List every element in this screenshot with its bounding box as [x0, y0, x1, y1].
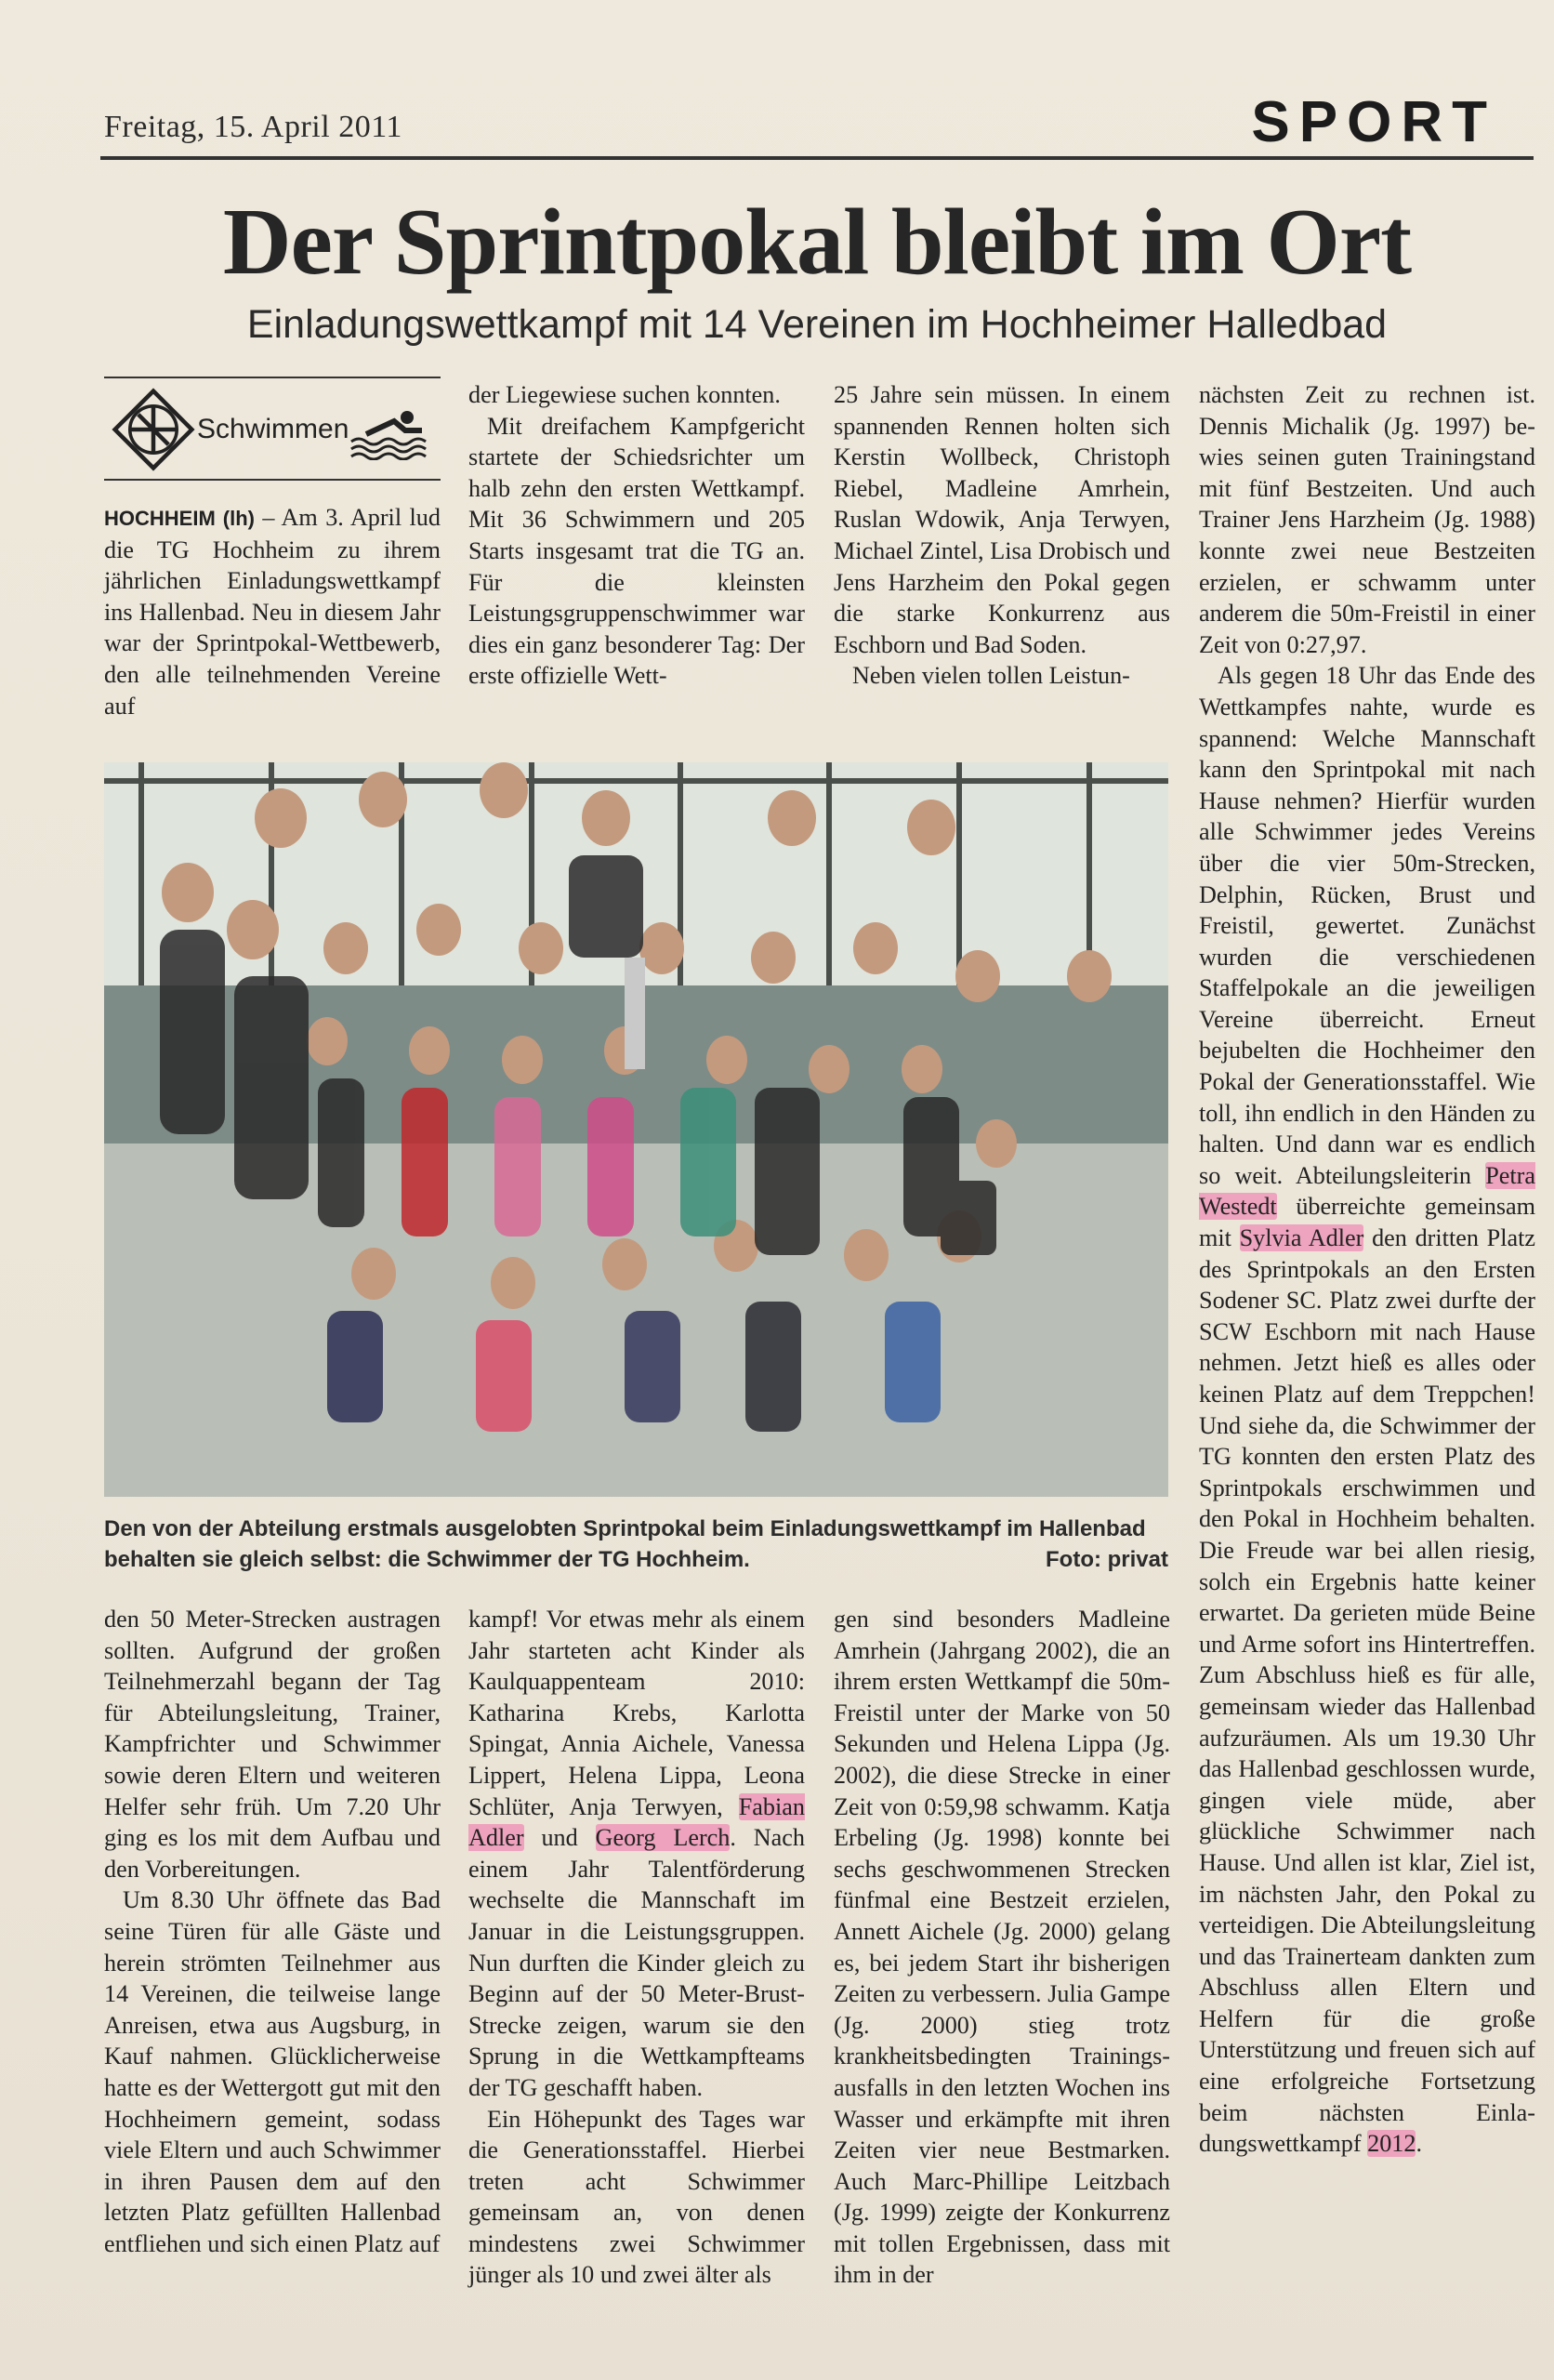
article-paragraph: den 50 Meter-Strecken austragen sollten. Aufgrund der großen Teilnehmerzahl begann der Tag für Abteilungsleitung, Trainer, Kampfrichter und Schwimmer sowie deren Eltern und weiteren Helfer sehr früh. Um 7.20 Uhr ging es los mit dem Aufbau und den Vorbereitungen.	[104, 1606, 441, 1883]
article-paragraph: gen sind besonders Madleine Amrhein (Jahrgang 2002), die an ihrem ersten Wettkampf die 50m-Freistil unter der Marke von 50 Sekunden und Helena Lippa (Jg. 2002), die diese Strecke in einer Zeit von 0:59,98 schwamm. Katja Erbeling (Jg. 1998) konnte bei sechs geschwommenen Strecken fünfmal eine Bestzeit erzielen, Annett Aichele (Jg. 2000) gelang es, bei jedem Start ihr bisherigen Zeiten zu verbessern. Julia Gampe (Jg. 2000) stieg trotz krankheitsbedingten Trainingsausfalls in den letzten Wochen ins Wasser und erkämpfte mit ihren Zeiten vier neue Bestmarken. Auch Marc-Phillipe Leitzbach (Jg. 1999) zeigte der Konkurrenz mit tollen Ergebnissen, dass mit ihm in der	[834, 1606, 1170, 2289]
subheadline: Einladungswettkampf mit 14 Vereinen im Hochheimer Halledbad	[246, 302, 1388, 347]
highlighted-name: Sylvia Adler	[1239, 1224, 1364, 1252]
highlighted-name: Petra Westedt	[1199, 1161, 1535, 1221]
rubric-box	[104, 377, 441, 481]
article-text: kampf! Vor etwas mehr als einem Jahr starteten acht Kinder als Kaulquappenteam 2010: Katharina Krebs, Karlotta Spingat, Annia Aichele, Vanessa Lippert, Helena Lippa, Leona Schlüter, Anja Terwyen,	[468, 1606, 805, 1820]
article-paragraph	[1199, 660, 1535, 2160]
rubric-label: Schwimmen	[197, 414, 349, 444]
photo-caption	[104, 1514, 1168, 1575]
article-column-4	[1199, 379, 1535, 2350]
article-column-3-bottom	[834, 1604, 1170, 2291]
article-column-2-top	[468, 379, 805, 692]
article-text: und	[523, 1824, 596, 1852]
article-text: . Nach einem Jahr Talentförderung wechselte die Mannschaft im Januar in die Leistungsgruppen. Nun durften die Kinder gleich zu Beginn auf der 50 Meter-Brust-Strecke zeigen, warum sie den Sprung in die Wettkampfteams der TG geschafft haben.	[468, 1824, 805, 2101]
team-photo	[104, 762, 1168, 1497]
issue-date: Freitag, 15. April 2011	[104, 110, 402, 144]
photo-credit: Foto: privat	[1046, 1547, 1168, 1572]
article-paragraph: Mit dreifachem Kampfgericht startete der Schiedsrichter um halb zehn den ersten Wettkampf. Mit 36 Schwimmern und 205 Starts insgesamt trat die TG an. Für die kleinsten Leistungsgruppenschwimmer war dies ein ganz besonderer Tag: Der erste offizielle Wett-	[468, 412, 805, 690]
highlighted-year: 2012	[1367, 2130, 1416, 2158]
tg-hochheim-logo-icon	[112, 388, 195, 471]
swimmer-icon	[348, 404, 431, 460]
highlighted-name: Georg Lerch	[595, 1824, 731, 1852]
team-photo-illustration	[104, 762, 1168, 1497]
article-paragraph	[468, 1604, 805, 2104]
headline: Der Sprintpokal bleibt im Ort	[222, 190, 1412, 295]
article-paragraph: der Liegewiese suchen konnten.	[468, 381, 781, 408]
article-paragraph: Neben vielen tollen Leistun-	[852, 662, 1130, 690]
photo-caption-text: Den von der Abteilung erstmals ausgelobten Sprintpokal beim Einladungswettkampf im Hallenbad behalten sie gleich selbst: die Schwimmer der TG Hochheim.	[104, 1516, 1146, 1572]
article-column-2-bottom	[468, 1604, 805, 2291]
article-text: .	[1416, 2130, 1423, 2158]
article-text: den dritten Platz des Sprintpokals an den Ersten Sodener SC. Platz zwei durfte der SCW Eschborn mit nach Hause nehmen. Jetzt hieß es alles oder keinen Platz auf dem Treppchen! Und siehe da, die Schwimmer der TG konnten den ersten Platz des Sprintpokals erschwimmen und den Pokal in Hochheim behalten. Die Freude war bei allen riesig, solch ein Ergebnis hatte keiner erwartet. Da gerieten müde Beine und Arme sofort ins Hintertreffen. Zum Abschluss hieß es für alle, gemeinsam wieder das Hallenbad aufzuräumen. Als um 19.30 Uhr das Hallenbad geschlossen wurde, gingen viele müde, aber glückliche Schwimmer nach Hause. Und allen ist klar, Ziel ist, im nächsten Jahr, den Pokal zu verteidigen. Die Abteilungsleitung und das Trainerteam dankten zum Abschluss allen Eltern und Helfern für die große Unterstützung und freuen sich auf eine erfolgreiche Fortsetzung beim nächsten Einladungswettkampf	[1199, 1224, 1535, 2158]
article-paragraph: 25 Jahre sein müssen. In einem spannenden Rennen holten sich Kerstin Wollbeck, Christoph Riebel, Madleine Amrhein, Ruslan Wdowik, Anja Terwyen, Michael Zintel, Lisa Drobisch und Jens Harzheim den Pokal gegen die starke Konkurrenz aus Eschborn und Bad Soden.	[834, 381, 1170, 658]
dateline: HOCHHEIM (lh)	[104, 507, 255, 530]
article-text: überreichte gemeinsam mit	[1199, 1193, 1535, 1252]
article-column-3-top	[834, 379, 1170, 692]
article-text: – Am 3. April lud die TG Hochheim zu ihrem jährlichen Einladungswettkampf ins Hallenbad. Neu in diesem Jahr war der Sprintpokal-Wettbewerb, den alle teilnehmenden Vereine auf	[104, 504, 441, 720]
header-divider	[100, 156, 1534, 160]
article-column-1-top	[104, 502, 441, 721]
article-paragraph: Um 8.30 Uhr öffnete das Bad seine Türen für alle Gäste und herein strömten Teilnehmer aus 14 Vereinen, die teilweise lange Anreisen, etwa aus Augsburg, in Kauf nahmen. Glücklicherweise hatte es der Wettergott gut mit den Hochheimern gemeint, sodass viele Eltern und auch Schwimmer in ihren Pausen dem auf den letzten Platz gefüllten Hallenbad entfliehen und sich einen Platz auf	[104, 1886, 441, 2257]
article-text: Als gegen 18 Uhr das Ende des Wettkampfes nahte, wurde es spannend: Welche Mannschaft kann den Sprintpokal mit nach Hause nehmen? Hierfür wurden alle Schwimmer jedes Vereins über die vier 50m-Strecken, Delphin, Rücken, Brust und Freistil, gewertet. Zunächst wurden die verschiedenen Staffelpokale an die jeweiligen Vereine überreicht. Erneut bejubelten die Hochheimer den Pokal der Generationsstaffel. Wie toll, ihn endlich in den Händen zu halten. Und dann war es endlich so weit. Abteilungsleiterin	[1199, 662, 1535, 1189]
section-title: SPORT	[1251, 90, 1496, 154]
article-column-1-bottom	[104, 1604, 441, 2259]
highlighted-name: Fabian Adler	[468, 1792, 805, 1852]
article-paragraph: nächsten Zeit zu rechnen ist. Dennis Michalik (Jg. 1997) bewies seinen guten Trainingstand mit fünf Bestzeiten. Und auch Trainer Jens Harzheim (Jg. 1988) konnte zwei neue Bestzeiten erzielen, er schwamm unter anderem die 50m-Freistil in einer Zeit von 0:27,97.	[1199, 381, 1535, 658]
article-paragraph: Ein Höhepunkt des Tages war die Generationsstaffel. Hierbei treten acht Schwimmer gemeinsam an, von denen mindestens zwei Schwimmer jünger als 10 und zwei älter als	[468, 2105, 805, 2289]
